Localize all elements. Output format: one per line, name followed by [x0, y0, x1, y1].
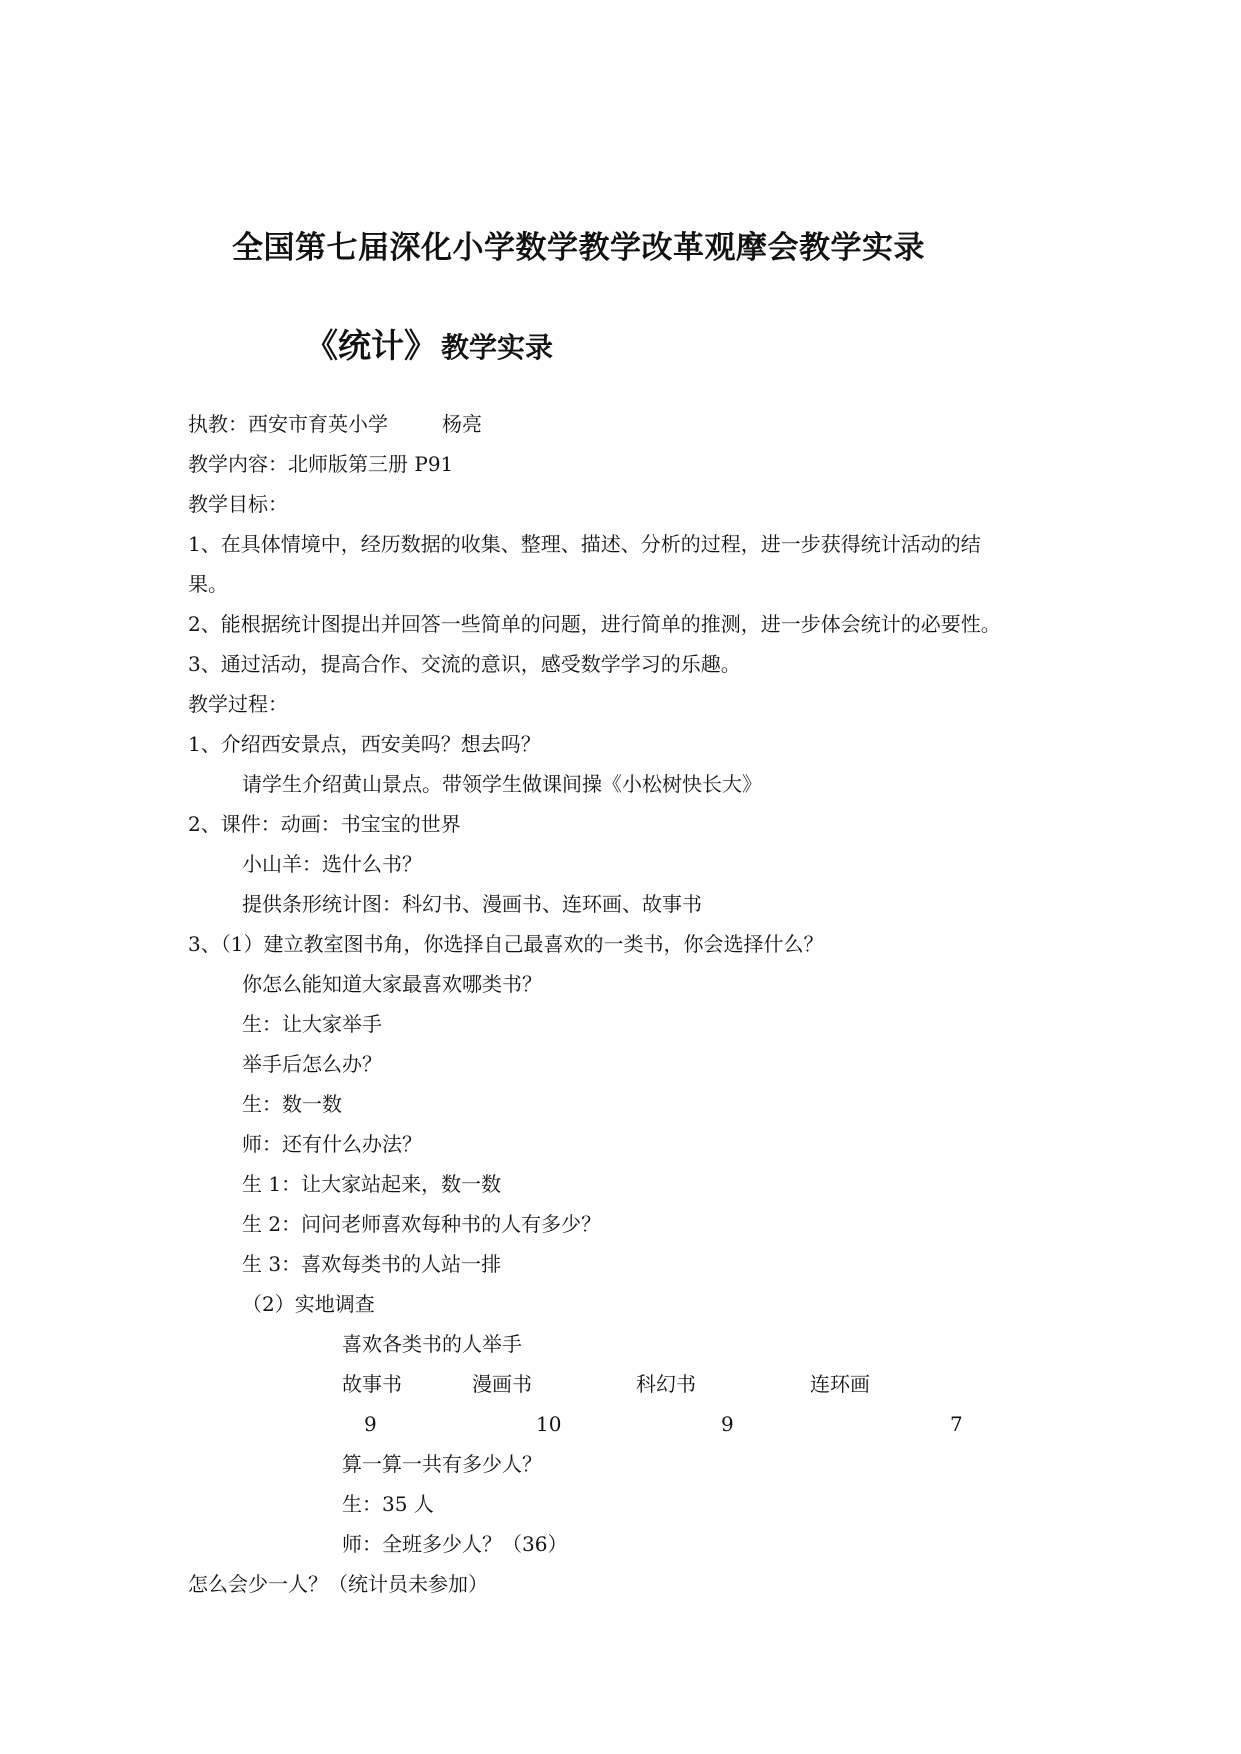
survey-category-picture-book: 连环画: [810, 1372, 870, 1396]
objective-1-continued: 果。: [188, 572, 228, 596]
survey-instruction: 喜欢各类书的人举手: [342, 1332, 522, 1356]
sum-question: 算一算一共有多少人？: [342, 1452, 542, 1476]
subtitle-book-title: 《统计》: [305, 326, 437, 365]
class-total: 师：全班多少人？（36）: [342, 1532, 568, 1556]
step-1-detail: 请学生介绍黄山景点。带领学生做课间操《小松树快长大》: [242, 772, 762, 796]
objectives-heading: 教学目标：: [188, 492, 288, 516]
teaching-content: 教学内容：北师版第三册 P91: [188, 452, 454, 476]
step-1: 1、介绍西安景点，西安美吗？想去吗？: [188, 732, 541, 756]
process-heading: 教学过程：: [188, 692, 288, 716]
step-2-detail-a: 小山羊：选什么书？: [242, 852, 422, 876]
objective-1: 1、在具体情境中，经历数据的收集、整理、描述、分析的过程，进一步获得统计活动的结: [188, 532, 981, 556]
sum-answer: 生：35 人: [342, 1492, 434, 1516]
objective-3: 3、通过活动，提高合作、交流的意识，感受数学学习的乐趣。: [188, 652, 741, 676]
survey-category-comic: 漫画书: [472, 1372, 532, 1396]
step-2-detail-b: 提供条形统计图：科幻书、漫画书、连环画、故事书: [242, 892, 702, 916]
document-subtitle: [305, 320, 553, 367]
teacher-school: 执教：西安市育英小学: [188, 412, 388, 436]
document-title: 全国第七届深化小学数学教学改革观摩会教学实录: [232, 230, 925, 266]
step-2: 2、课件：动画：书宝宝的世界: [188, 812, 461, 836]
question-3: 师：还有什么办法？: [242, 1132, 422, 1156]
survey-count-scifi: 9: [721, 1412, 734, 1436]
step-3: 3、（1）建立教室图书角，你选择自己最喜欢的一类书，你会选择什么？: [188, 932, 824, 956]
survey-category-scifi: 科幻书: [636, 1372, 696, 1396]
question-1: 你怎么能知道大家最喜欢哪类书？: [242, 972, 542, 996]
objective-2: 2、能根据统计图提出并回答一些简单的问题，进行简单的推测，进一步体会统计的必要性。: [188, 612, 1001, 636]
survey-count-comic: 10: [536, 1412, 562, 1436]
survey-count-picture-book: 7: [950, 1412, 963, 1436]
survey-category-story: 故事书: [342, 1372, 402, 1396]
answer-3-student-1: 生 1：让大家站起来，数一数: [242, 1172, 502, 1196]
missing-one-line: 怎么会少一人？（统计员未参加）: [188, 1572, 488, 1596]
subtitle-suffix: 教学实录: [441, 331, 554, 364]
answer-3-student-3: 生 3：喜欢每类书的人站一排: [242, 1252, 502, 1276]
question-2: 举手后怎么办？: [242, 1052, 382, 1076]
answer-2: 生：数一数: [242, 1092, 342, 1116]
answer-1: 生：让大家举手: [242, 1012, 382, 1036]
survey-count-story: 9: [364, 1412, 377, 1436]
survey-heading: （2）实地调查: [242, 1292, 375, 1316]
answer-3-student-2: 生 2：问问老师喜欢每种书的人有多少？: [242, 1212, 602, 1236]
teacher-name: 杨亮: [442, 412, 482, 436]
teacher-line: [188, 412, 482, 436]
